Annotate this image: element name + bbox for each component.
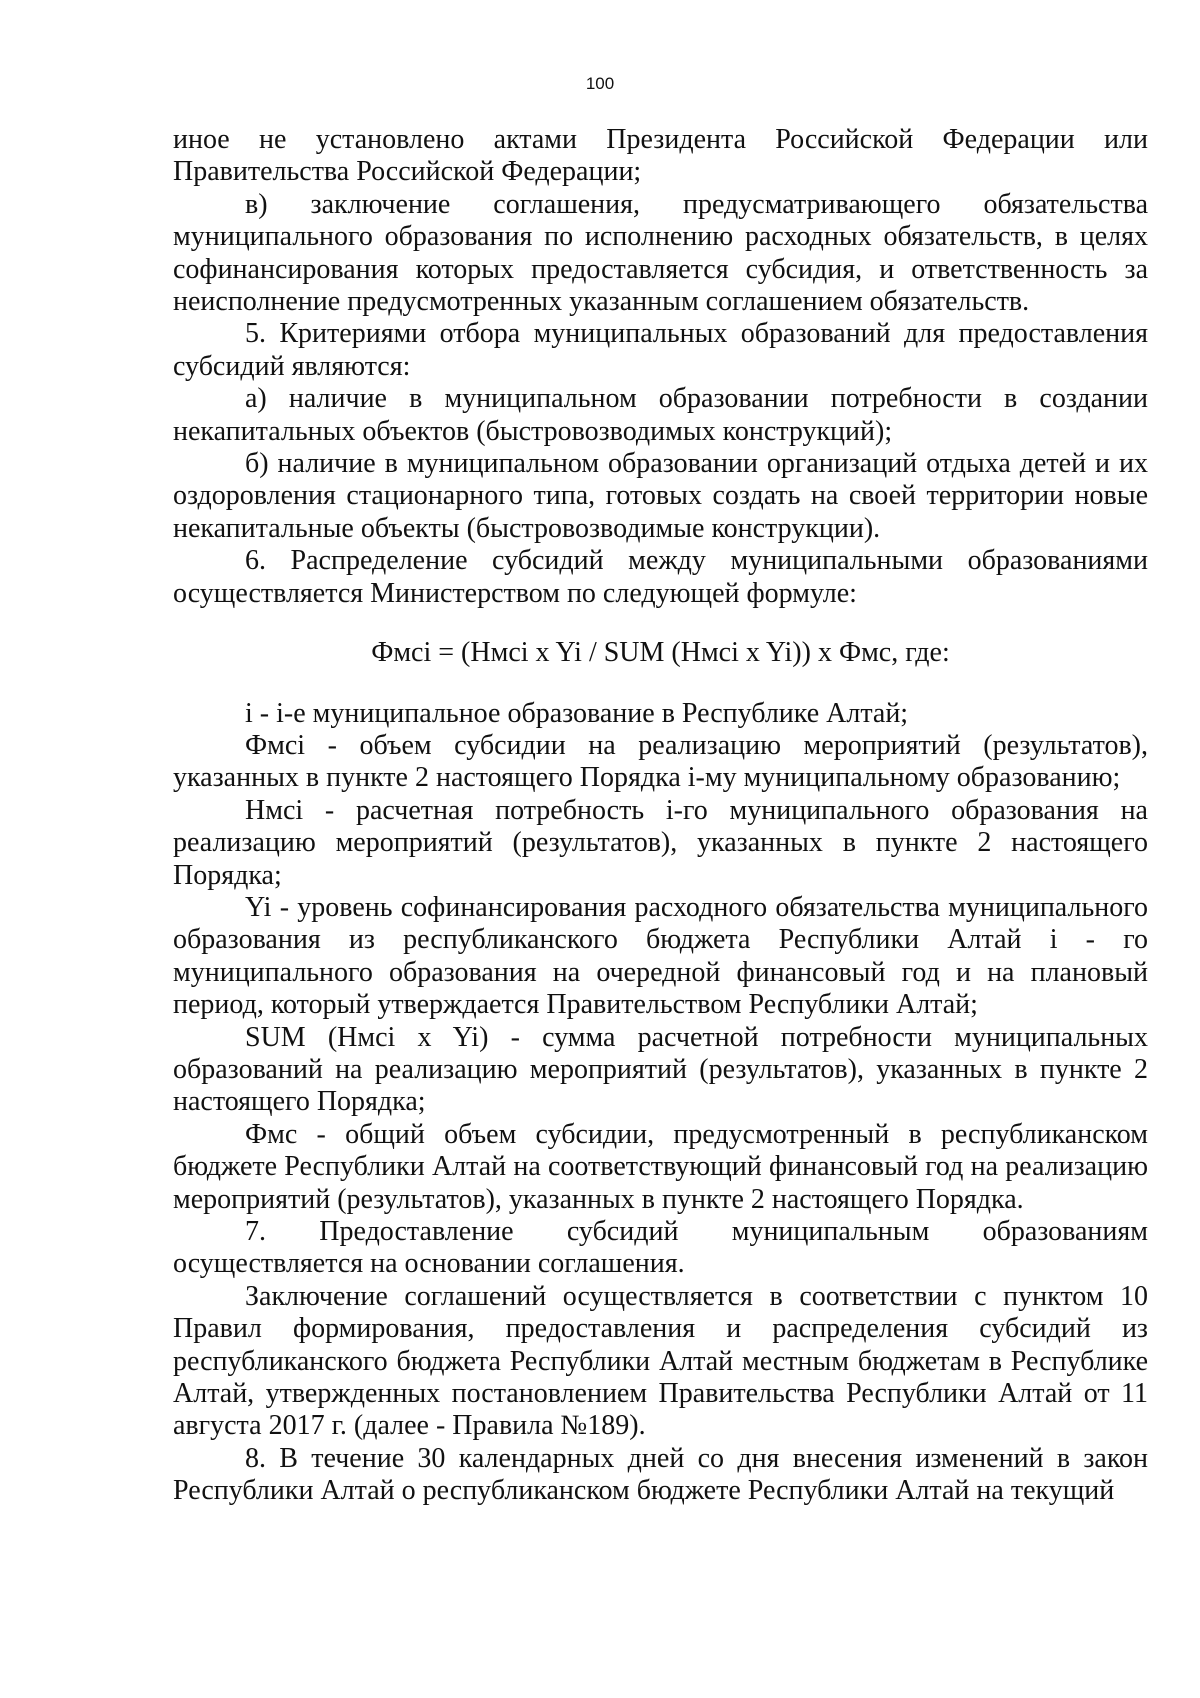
definition-nmsi: Нмсi - расчетная потребность i-го муниципального образования на реализацию мероприятий (результатов), указанных в пункте 2 настоящего Порядка; [173, 794, 1148, 891]
paragraph-item-v: в) заключение соглашения, предусматривающего обязательства муниципального образования по исполнению расходных обязательств, в целях софинансирования которых предоставляется субсидия, и ответственность за неисполнение предусмотренных указанным соглашением обязательств. [173, 188, 1148, 318]
paragraph-8: 8. В течение 30 календарных дней со дня внесения изменений в закон Республики Алтай о республиканском бюджете Республики Алтай на текущий [173, 1442, 1148, 1507]
formula: Фмсi = (Нмсi x Yi / SUM (Нмсi x Yi)) x Фмс, где: [371, 637, 950, 669]
page-number: 100 [585, 74, 615, 93]
paragraph-agreements: Заключение соглашений осуществляется в соответствии с пунктом 10 Правил формирования, предоставления и распределения субсидий из республиканского бюджета Республики Алтай местным бюджетам в Республике Алтай, утвержденных постановлением Правительства Республики Алтай от 11 августа 2017 г. (далее - Правила №189). [173, 1280, 1148, 1442]
paragraph-5: 5. Критериями отбора муниципальных образований для предоставления субсидий являются: [173, 318, 1148, 382]
paragraph-5b: б) наличие в муниципальном образовании организаций отдыха детей и их оздоровления стационарного типа, готовых создать на своей территории новые некапитальные объекты (быстровозводимые конструкции). [173, 448, 1148, 544]
definition-fms: Фмс - общий объем субсидии, предусмотренный в республиканском бюджете Республики Алтай на соответствующий финансовый год на реализацию мероприятий (результатов), указанных в пункте 2 настоящего Порядка. [173, 1118, 1148, 1215]
definition-i: i - i-е муниципальное образование в Республике Алтай; [245, 697, 909, 729]
document-body [173, 124, 1148, 1508]
definition-fmsi: Фмсi - объем субсидии на реализацию мероприятий (результатов), указанных в пункте 2 настоящего Порядка i-му муниципальному образованию; [173, 729, 1148, 794]
paragraph-5a: а) наличие в муниципальном образовании потребности в создании некапитальных объектов (быстровозводимых конструкций); [173, 383, 1148, 447]
paragraph-6: 6. Распределение субсидий между муниципальными образованиями осуществляется Министерством по следующей формуле: [173, 545, 1148, 609]
paragraph-continuation: иное не установлено актами Президента Российской Федерации или Правительства Российской Федерации; [173, 124, 1148, 188]
paragraph-7: 7. Предоставление субсидий муниципальным образованиям осуществляется на основании соглашения. [173, 1216, 1148, 1280]
definition-yi: Yi - уровень софинансирования расходного обязательства муниципального образования из республиканского бюджета Республики Алтай i - го муниципального образования на очередной финансовый год и на плановый период, который утверждается Правительством Республики Алтай; [173, 891, 1148, 1021]
definition-sum: SUM (Нмсi x Yi) - сумма расчетной потребности муниципальных образований на реализацию мероприятий (результатов), указанных в пункте 2 настоящего Порядка; [173, 1021, 1148, 1118]
